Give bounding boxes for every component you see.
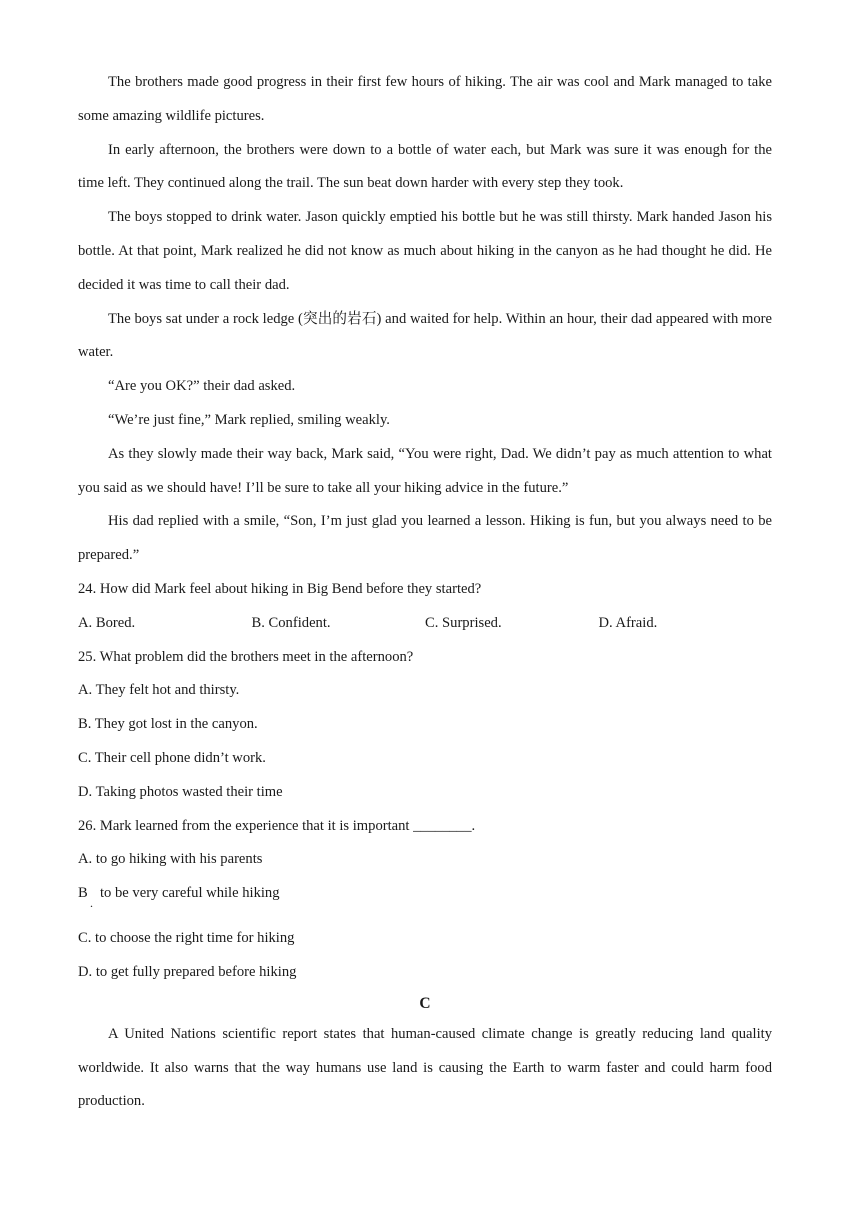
option-b-dot: . (90, 896, 93, 911)
question-25 (78, 641, 772, 810)
option-c: C. Their cell phone didn’t work. (78, 749, 266, 766)
document-page (78, 66, 772, 1119)
paragraph: The brothers made good progress in their first few hours of hiking. The air was cool and Mark managed to take some amazing wildlife pictures. (78, 74, 772, 124)
paragraph: The boys stopped to drink water. Jason quickly emptied his bottle but he was still thirsty. Mark handed Jason his bottle. At that point, Mark realized he did not know as much about hiking in the canyon as he had thought he did. He decided it was time to call their dad. (78, 209, 772, 293)
section-title: C (419, 994, 431, 1012)
option-a: A. Bored. (78, 614, 136, 631)
option-a: A. They felt hot and thirsty. (78, 682, 240, 699)
paragraph: “Are you OK?” their dad asked. (108, 378, 296, 395)
paragraph: His dad replied with a smile, “Son, I’m just glad you learned a lesson. Hiking is fun, but you always need to be prepared.” (78, 513, 772, 564)
option-d: D. Taking photos wasted their time (78, 783, 283, 800)
question-stem: 25. What problem did the brothers meet in the afternoon? (78, 648, 414, 665)
option-b: B. Confident. (251, 614, 331, 631)
paragraph: As they slowly made their way back, Mark said, “You were right, Dad. We didn’t pay as much attention to what you said as we should have! I’ll be sure to take all your hiking advice in the future.” (78, 445, 772, 496)
paragraph: “We’re just fine,” Mark replied, smiling weakly. (108, 411, 390, 428)
question-stem: 26. Mark learned from the experience that it is important ________. (78, 817, 476, 834)
question-24 (78, 573, 772, 641)
option-c: C. to choose the right time for hiking (78, 930, 295, 947)
passage-b (78, 66, 772, 573)
option-d: D. to get fully prepared before hiking (78, 963, 297, 980)
options-row (78, 607, 772, 641)
paragraph: A United Nations scientific report states that human-caused climate change is greatly reducing land quality worldwide. It also warns that the way humans use land is causing the Earth to warm faster and could harm food production. (78, 1025, 772, 1110)
paragraph: In early afternoon, the brothers were down to a bottle of water each, but Mark was sure it was enough for the time left. They continued along the trail. The sun beat down harder with every step they took. (78, 141, 772, 192)
passage-c (78, 990, 772, 1119)
option-c: C. Surprised. (425, 614, 502, 631)
option-b: B. They got lost in the canyon. (78, 716, 258, 733)
question-stem: 24. How did Mark feel about hiking in Big Bend before they started? (78, 580, 482, 597)
option-b (78, 877, 772, 922)
question-26 (78, 810, 772, 990)
option-b-letter: B (78, 885, 88, 902)
option-b-text: to be very careful while hiking (100, 885, 280, 902)
option-d: D. Afraid. (598, 614, 658, 631)
option-a: A. to go hiking with his parents (78, 851, 263, 868)
paragraph: The boys sat under a rock ledge (突出的岩石) and waited for help. Within an hour, their dad appeared with more water. (78, 310, 772, 361)
